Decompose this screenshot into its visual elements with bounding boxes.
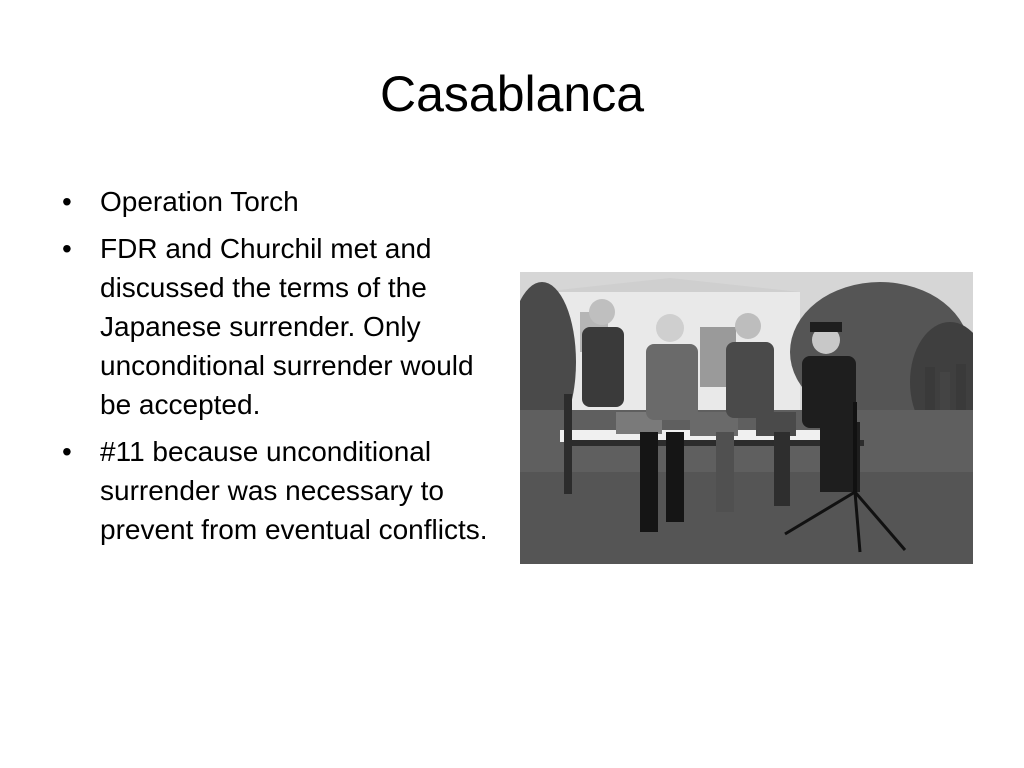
conference-photo-icon xyxy=(520,272,973,564)
bullet-text: #11 because unconditional surrender was necessary to prevent from eventual conflicts. xyxy=(100,436,488,545)
bullet-item xyxy=(56,432,496,549)
bullet-dot-icon: • xyxy=(62,233,72,264)
bullet-item xyxy=(56,229,496,424)
slide-title: Casablanca xyxy=(379,66,645,122)
bullet-text: FDR and Churchil met and discussed the terms of the Japanese surrender. Only unconditional surrender would be accepted. xyxy=(100,233,474,420)
bullet-dot-icon: • xyxy=(62,436,72,467)
bullet-list xyxy=(56,182,496,557)
bullet-dot-icon: • xyxy=(62,186,72,217)
conference-photo xyxy=(520,272,973,564)
bullet-item xyxy=(56,182,496,221)
bullet-text: Operation Torch xyxy=(100,186,299,217)
